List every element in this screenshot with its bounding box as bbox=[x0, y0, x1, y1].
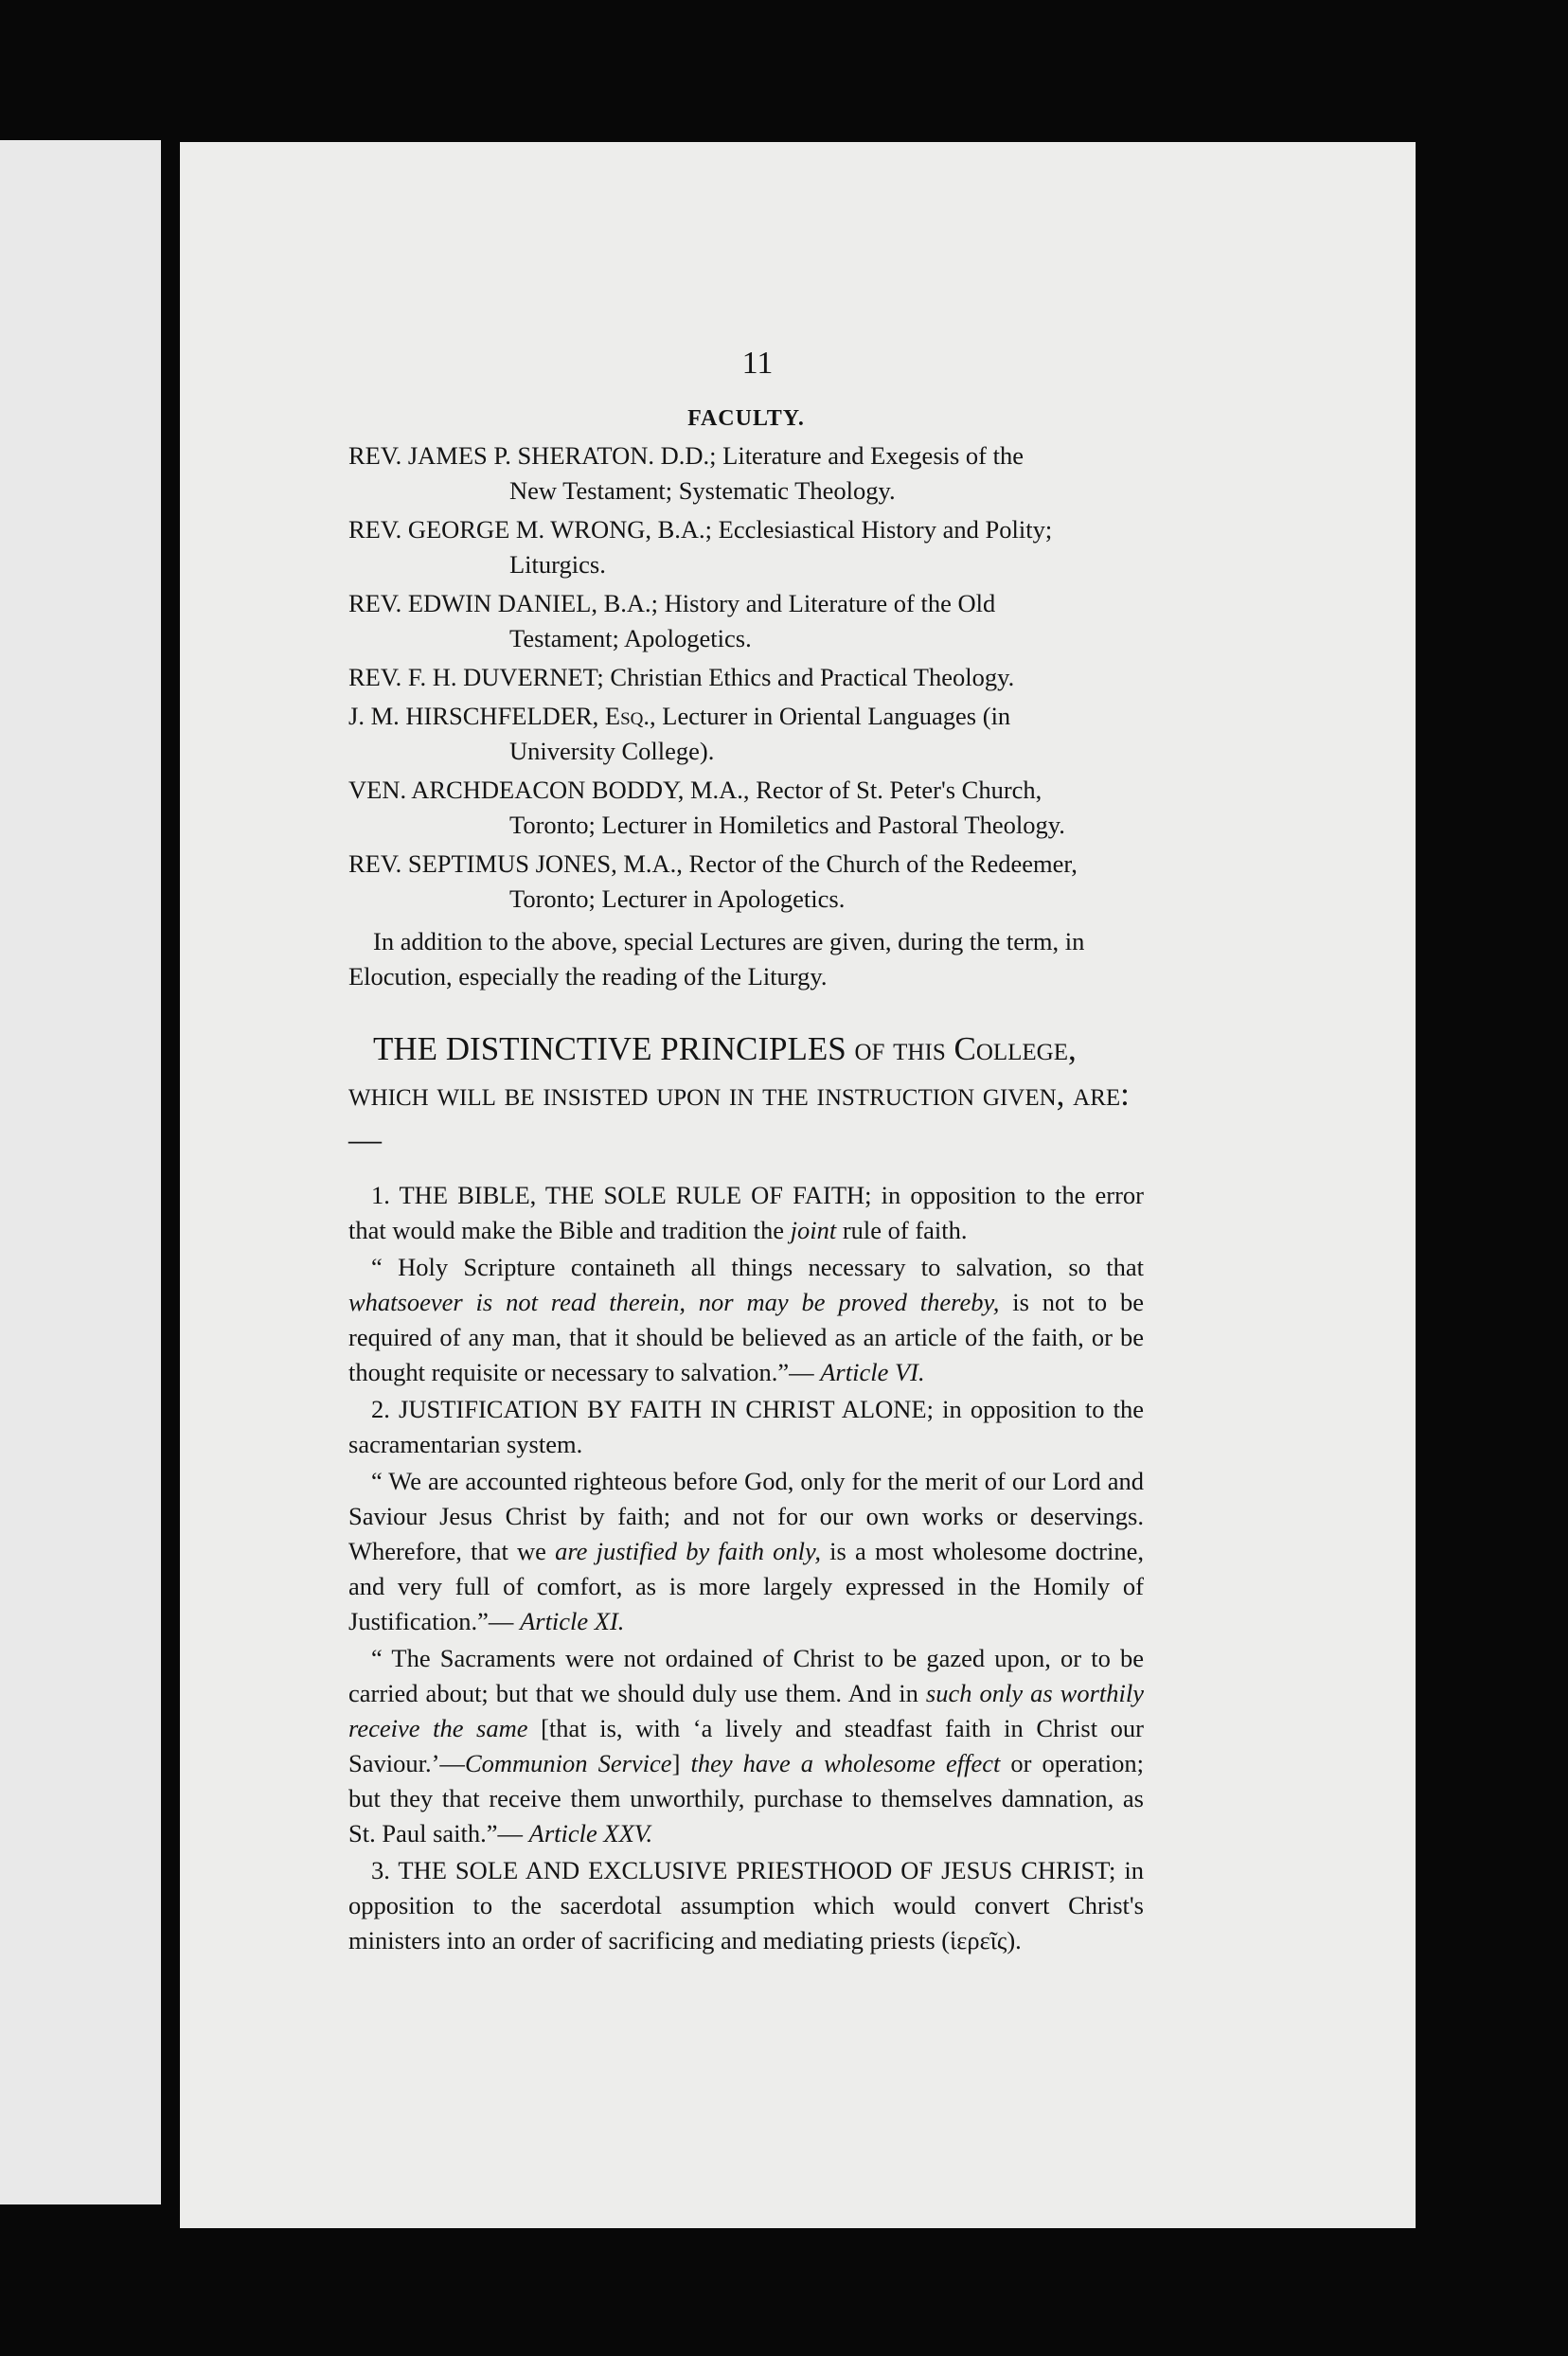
principle-1 bbox=[348, 1178, 1144, 1248]
principle-3-greek: ἱερεῖς bbox=[950, 1926, 1007, 1954]
quote-article-vi bbox=[348, 1250, 1144, 1390]
faculty-name: VEN. ARCHDEACON BODDY, M.A., bbox=[348, 776, 750, 804]
quote-article-xxv bbox=[348, 1641, 1144, 1851]
principle-3 bbox=[348, 1853, 1144, 1958]
quote-3-b: [that is, with ‘a lively and steadfast faith in Christ our Saviour.’— bbox=[348, 1714, 1145, 1777]
faculty-role: Literature and Exegesis of the bbox=[722, 441, 1025, 470]
faculty-role: Christian Ethics and Practical Theology. bbox=[610, 663, 1015, 691]
quote-1-a: “ Holy Scripture containeth all things necessary to salvation, so that bbox=[371, 1253, 1144, 1281]
principle-3-text-b: ). bbox=[1007, 1926, 1022, 1954]
quote-2-a: “ We are accounted righteous before God, only for the merit of our Lord and Saviour Jesus Christ by faith; and not for our own works or deservings. Wherefore, that we bbox=[348, 1467, 1144, 1565]
faculty-role-continued: New Testament; Systematic Theology. bbox=[509, 476, 896, 505]
faculty-role-continued: University College). bbox=[509, 737, 715, 765]
principle-1-title: 1. THE BIBLE, THE SOLE RULE OF FAITH; bbox=[371, 1181, 872, 1209]
quote-3-c: ] bbox=[671, 1749, 681, 1777]
faculty-role: Rector of St. Peter's Church, bbox=[756, 776, 1042, 804]
principle-3-text-a: in opposition to the sacerdotal assumption which would convert Christ's ministers into an order of sacrificing and mediating priests ( bbox=[348, 1856, 1145, 1954]
faculty-entry bbox=[348, 660, 1144, 695]
faculty-name: REV. SEPTIMUS JONES, M.A., bbox=[348, 849, 683, 878]
quote-1-emphasis: whatsoever is not read therein, nor may be proved thereby, bbox=[348, 1288, 1000, 1316]
faculty-name: REV. JAMES P. SHERATON. D.D.; bbox=[348, 441, 717, 470]
faculty-role-continued: Liturgics. bbox=[509, 550, 606, 579]
faculty-role: Rector of the Church of the Redeemer, bbox=[688, 849, 1078, 878]
quote-3-citation: Article XXV. bbox=[528, 1819, 653, 1847]
faculty-list bbox=[348, 438, 1144, 917]
quote-1-citation: Article VI. bbox=[820, 1358, 925, 1386]
scanned-page bbox=[180, 142, 1416, 2228]
principle-1-text-b: rule of faith. bbox=[842, 1216, 968, 1244]
faculty-role: Ecclesiastical History and Polity; bbox=[718, 515, 1053, 544]
principle-1-text-a: in opposition to the error that would make the Bible and tradition the bbox=[348, 1181, 1144, 1244]
quote-2-b: is a most wholesome doctrine, and very full of comfort, as is more largely expressed in the Homily of Justification.”— bbox=[348, 1537, 1144, 1635]
quote-3-d: or operation; but they that receive them unworthily, purchase to themselves damnation, as St. Paul saith.”— bbox=[348, 1749, 1144, 1847]
faculty-name: REV. EDWIN DANIEL, B.A.; bbox=[348, 589, 659, 617]
page-content bbox=[348, 346, 1144, 1960]
faculty-entry bbox=[348, 847, 1144, 917]
quote-2-citation: Article XI. bbox=[520, 1607, 625, 1635]
principle-3-title: 3. THE SOLE AND EXCLUSIVE PRIESTHOOD OF JESUS CHRIST; bbox=[371, 1856, 1116, 1884]
faculty-entry bbox=[348, 699, 1144, 769]
faculty-entry bbox=[348, 773, 1144, 843]
quote-2-emphasis: are justified by faith only, bbox=[555, 1537, 821, 1565]
faculty-entry bbox=[348, 586, 1144, 656]
quote-3-emphasis-2: Communion Service bbox=[464, 1749, 672, 1777]
faculty-note: In addition to the above, special Lectures are given, during the term, in Elocution, especially the reading of the Liturgy. bbox=[348, 927, 1085, 991]
faculty-role-continued: Testament; Apologetics. bbox=[509, 624, 752, 652]
faculty-name: REV. F. H. DUVERNET; bbox=[348, 663, 604, 691]
quote-1-b: is not to be required of any man, that it should be believed as an article of the faith, or be thought requisite or necessary to salvation.”— bbox=[348, 1288, 1145, 1386]
quote-3-emphasis-1: such only as worthily receive the same bbox=[348, 1679, 1145, 1742]
faculty-role-continued: Toronto; Lecturer in Apologetics. bbox=[509, 884, 846, 913]
adjacent-page-edge bbox=[0, 140, 161, 2204]
faculty-role-continued: Toronto; Lecturer in Homiletics and Pastoral Theology. bbox=[509, 811, 1065, 839]
quote-3-a: “ The Sacraments were not ordained of Christ to be gazed upon, or to be carried about; but that we should duly use them. And in bbox=[348, 1644, 1144, 1707]
principles-intro: THE DISTINCTIVE PRINCIPLES of this College, which will be insisted upon in the instruction given, are:— bbox=[348, 1030, 1130, 1158]
page-number: 11 bbox=[741, 346, 774, 381]
faculty-name: REV. GEORGE M. WRONG, B.A.; bbox=[348, 515, 713, 544]
quote-article-xi bbox=[348, 1464, 1144, 1639]
faculty-entry bbox=[348, 512, 1144, 582]
quote-3-emphasis-3: they have a wholesome effect bbox=[690, 1749, 1001, 1777]
faculty-name: J. M. HIRSCHFELDER, Esq., bbox=[348, 702, 656, 730]
principle-1-emphasis: joint bbox=[790, 1216, 837, 1244]
faculty-heading: FACULTY. bbox=[687, 406, 805, 431]
principle-2-title: 2. JUSTIFICATION BY FAITH IN CHRIST ALONE; bbox=[371, 1395, 934, 1423]
principle-2 bbox=[348, 1392, 1144, 1462]
principle-2-text: in opposition to the sacramentarian system. bbox=[348, 1395, 1144, 1458]
faculty-role: History and Literature of the Old bbox=[664, 589, 996, 617]
faculty-entry bbox=[348, 438, 1144, 509]
faculty-role: Lecturer in Oriental Languages (in bbox=[662, 702, 1011, 730]
